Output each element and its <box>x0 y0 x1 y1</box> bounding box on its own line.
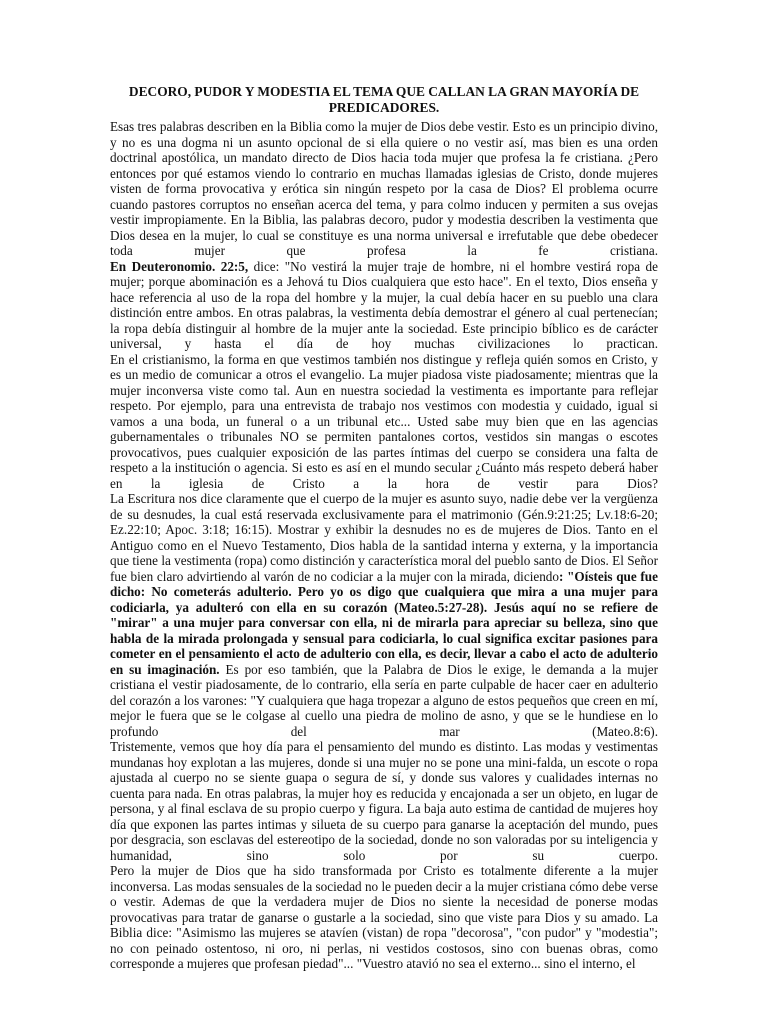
paragraph-deuteronomio-text: dice: "No vestirá la mujer traje de hombre, ni el hombre vestirá ropa de mujer; porque abominación es a Jehová tu Dios cualquiera que esto hace". En el texto, Dios enseña y hace referencia al uso de la ropa del hombre y la mujer, la cual debía hacer en su pueblo una clara distinción entre ambos. En otras palabras, la vestimenta debía demostrar el género al cual pertenecían; la ropa debía distinguir al hombre de la mujer ante la sociedad. Este principio bíblico es de carácter universal, y hasta el día de hoy muchas civilizaciones lo practican. <box>110 258 659 351</box>
quote-mateo-bold: : "Oísteis que fue dicho: No cometerás adulterio. Pero yo os digo que cualquiera que mira a una mujer para codiciarla, ya adulteró con ella en su corazón (Mateo.5:27-28). Jesús aquí no se refiere de "mirar" a una mujer para conversar con ella, ni de mirarla para apreciar su belleza, sino que habla de la mirada prolongada y sensual para codiciarla, lo cual significa excitar pasiones para cometer en el pensamiento el acto de adulterio con ella, es decir, llevar a cabo el acto de adulterio en su imaginación. <box>110 568 658 677</box>
paragraph-cristianismo: En el cristianismo, la forma en que vestimos también nos distingue y refleja quién somos en Cristo, y es un medio de comunicar a otros el evangelio. La mujer piadosa viste piadosamente; mientras que la mujer inconversa viste como tal. Aun en nuestra sociedad la vestimenta es importante para reflejar respeto. Por ejemplo, para una entrevista de trabajo nos vestimos con modestia y cuidado, igual si vamos a una boda, un funeral o a un tribunal etc... Usted sabe muy bien que en las agencias gubernamentales o tribunales NO se permiten pantalones cortos, vestidos sin mangas o escotes provocativos, pues cualquier exposición de las partes íntimas del cuerpo se considera una falta de respeto a la institución o agencia. Si esto es así en el mundo secular ¿Cuánto más respeto deberá haber en la iglesia de Cristo a la hora de vestir para Dios? <box>110 351 658 491</box>
document-title: DECORO, PUDOR Y MODESTIA EL TEMA QUE CALLAN LA GRAN MAYORÍA DE PREDICADORES. <box>128 84 640 115</box>
document-body <box>110 119 658 972</box>
paragraph-tristemente: Tristemente, vemos que hoy día para el pensamiento del mundo es distinto. Las modas y vestimentas mundanas hoy explotan a las mujeres, donde si una mujer no se pone una mini-falda, un escote o ropa ajustada al cuerpo no se siente guapa o segura de sí, y donde sus valores y cualidades internas no cuenta para nada. En otras palabras, la mujer hoy es reducida y encajonada a ser un objeto, en lugar de persona, y al final esclava de su propio cuerpo y figura. La baja auto estima de cantidad de mujeres hoy día que exponen las partes intimas y silueta de su cuerpo para ganarse la aceptación del mundo, pues por desgracia, son esclavas del estereotipo de la sociedad, donde no son valoradas por su inteligencia y humanidad, sino solo por su cuerpo. <box>110 739 658 863</box>
paragraph-deuteronomio <box>110 259 658 352</box>
paragraph-escritura-continuation: Es por eso también, que la Palabra de Dios le exige, le demanda a la mujer cristiana el vestir piadosamente, de lo contrario, ella sería en parte culpable de hacer caer en adulterio del corazón a los varones: "Y cualquiera que haga tropezar a alguno de estos pequeños que creen en mí, mejor le fuera que se le colgase al cuello una piedra de molino de asno, y que se le hundiese en lo profundo del mar (Mateo.8:6). <box>110 661 659 739</box>
paragraph-escritura <box>110 491 658 739</box>
paragraph-intro: Esas tres palabras describen en la Biblia como la mujer de Dios debe vestir. Esto es un principio divino, y no es una dogma ni un asunto opcional de si ella quiere o no vestir así, mas bien es una orden doctrinal apostólica, un mandato directo de Dios hacia toda mujer que profesa la fe cristiana. ¿Pero entonces por qué estamos viendo lo contrario en muchas llamadas iglesias de Cristo, donde mujeres visten de forma provocativa y erótica sin ningún respeto por la casa de Dios? El problema ocurre cuando pastores corruptos no enseñan acerca del tema, y para colmo inducen y permiten a sus ovejas vestir impropiamente. En la Biblia, las palabras decoro, pudor y modestia describen la vestimenta que Dios desea en la mujer, lo cual se constituye es una norma universal e irrefutable que debe obedecer toda mujer que profesa la fe cristiana. <box>110 119 658 258</box>
reference-deuteronomio: En Deuteronomio. 22:5, <box>110 258 249 274</box>
paragraph-escritura-text: La Escritura nos dice claramente que el cuerpo de la mujer es asunto suyo, nadie debe ver la vergüenza de su desnudes, la cual está reservada exclusivamente para el matrimonio (Gén.9:21:25; Lv.18:6-20; Ez.22:10; Apoc. 3:18; 16:15). Mostrar y exhibir la desnudes no es de mujeres de Dios. Tanto en el Antiguo como en el Nuevo Testamento, Dios habla de la santidad interna y externa, y la importancia que tiene la vestimenta (ropa) como distinción y característica moral del pueblo santo de Dios. El Señor fue bien claro advirtiendo al varón de no codiciar a la mujer con la mirada, diciendo <box>110 491 658 584</box>
paragraph-mujer-de-dios: Pero la mujer de Dios que ha sido transformada por Cristo es totalmente diferente a la mujer inconversa. Las modas sensuales de la sociedad no le pueden decir a la mujer cristiana cómo debe verse o vestir. Ademas de que la verdadera mujer de Dios no siente la necesidad de ponerse modas provocativas para tratar de ganarse o gustarle a la sociedad, sino que viste para Dios y su amado. La Biblia dice: "Asimismo las mujeres se atavíen (vistan) de ropa "decorosa", "con pudor" y "modestia"; no con peinado ostentoso, ni oro, ni perlas, ni vestidos costosos, sino con buenas obras, como corresponde a mujeres que profesan piedad"... "Vuestro atavió no sea el externo... sino el interno, el <box>110 863 658 971</box>
